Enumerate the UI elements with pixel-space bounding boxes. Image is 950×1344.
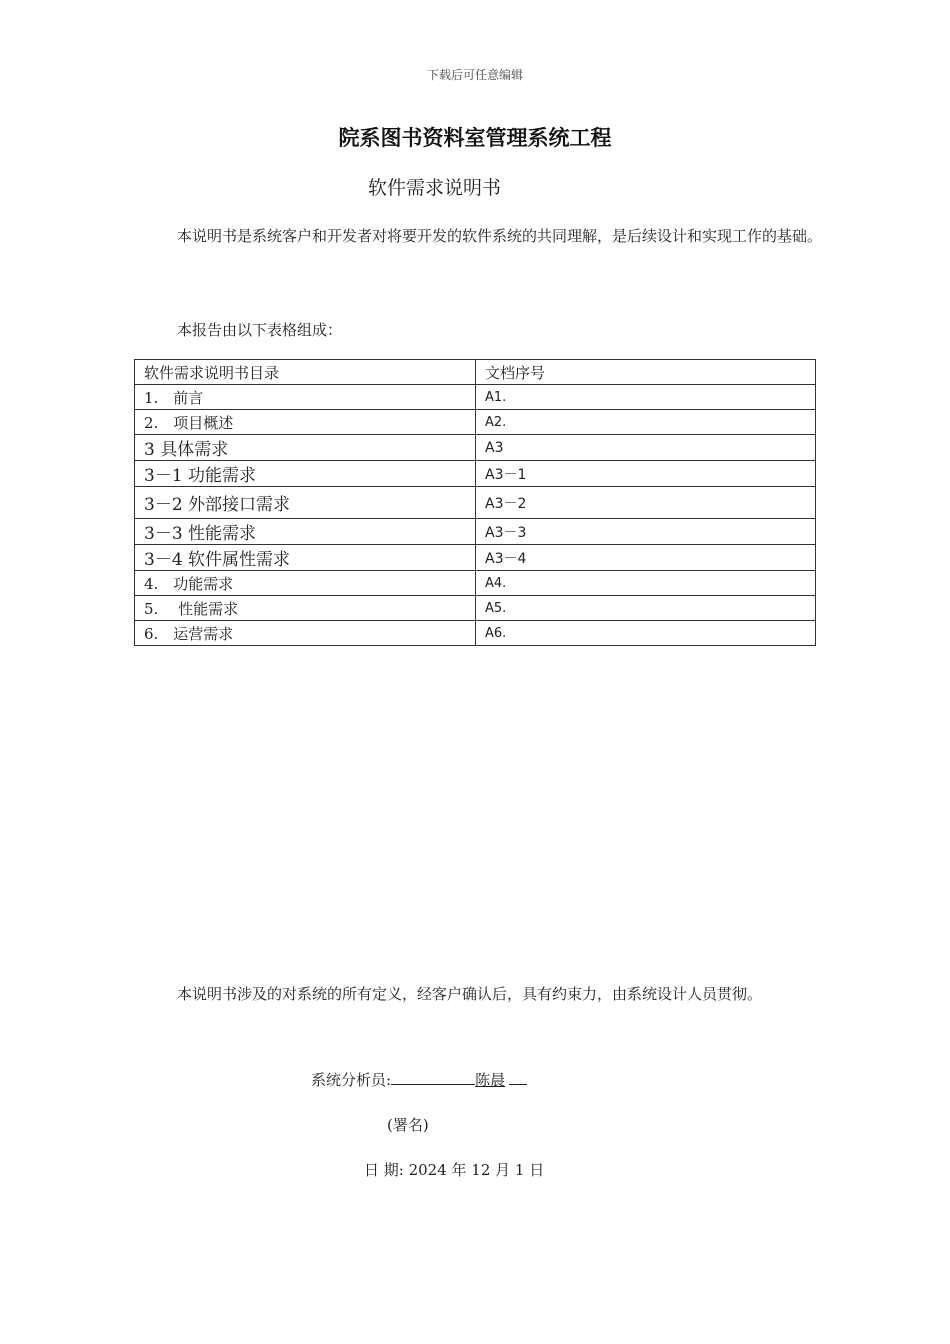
signature-underline [391, 1071, 475, 1085]
table-row [135, 519, 816, 545]
table-cell-docno: A3－3 [476, 519, 816, 545]
document-subtitle: 软件需求说明书 [368, 177, 502, 199]
table-cell-docno: A1. [476, 385, 816, 410]
table-cell-section: 2. 项目概述 [135, 410, 476, 435]
table-header-cell: 软件需求说明书目录 [135, 360, 476, 385]
table-cell-docno: A3－2 [476, 487, 816, 519]
table-cell-section: 3－3 性能需求 [135, 519, 476, 545]
signature-line [311, 1069, 527, 1090]
table-cell-docno: A3－4 [476, 545, 816, 571]
document-title: 院系图书资料室管理系统工程 [338, 125, 612, 150]
table-intro: 本报告由以下表格组成： [177, 321, 343, 339]
signature-note: (署名) [387, 1116, 429, 1134]
table-cell-docno: A2. [476, 410, 816, 435]
table-cell-docno: A3－1 [476, 461, 816, 487]
table-cell-docno: A3 [476, 435, 816, 461]
table-cell-section: 1. 前言 [135, 385, 476, 410]
table-header-cell: 文档序号 [476, 360, 816, 385]
table-cell-section: 5. 性能需求 [135, 596, 476, 621]
table-row [135, 487, 816, 519]
table-cell-section: 4. 功能需求 [135, 571, 476, 596]
table-row [135, 385, 816, 410]
signature-label: 系统分析员: [311, 1071, 392, 1089]
intro-paragraph [144, 206, 824, 266]
signature-name: 陈晨 [475, 1071, 506, 1089]
table-cell-section: 6. 运营需求 [135, 621, 476, 646]
table-row [135, 545, 816, 571]
header-note: 下载后可任意编辑 [426, 68, 523, 82]
table-cell-section: 3－4 软件属性需求 [135, 545, 476, 571]
table-row [135, 410, 816, 435]
date-line: 日 期: 2024 年 12 月 1 日 [364, 1161, 545, 1179]
table-cell-section: 3 具体需求 [135, 435, 476, 461]
binding-paragraph-text: 本说明书涉及的对系统的所有定义，经客户确认后，具有约束力，由系统设计人员贯彻。 [177, 985, 763, 1003]
table-header-row [135, 360, 816, 385]
toc-table [134, 359, 816, 646]
table-cell-docno: A6. [476, 621, 816, 646]
table-cell-section: 3－1 功能需求 [135, 461, 476, 487]
table-row [135, 461, 816, 487]
table-row [135, 621, 816, 646]
signature-underline-tail [509, 1071, 527, 1085]
table-row [135, 596, 816, 621]
intro-paragraph-text: 本说明书是系统客户和开发者对将要开发的软件系统的共同理解，是后续设计和实现工作的基础。 [177, 227, 823, 245]
table-cell-docno: A5. [476, 596, 816, 621]
table-cell-section: 3－2 外部接口需求 [135, 487, 476, 519]
binding-paragraph [144, 964, 824, 1024]
table-cell-docno: A4. [476, 571, 816, 596]
table-row [135, 571, 816, 596]
table-row [135, 435, 816, 461]
